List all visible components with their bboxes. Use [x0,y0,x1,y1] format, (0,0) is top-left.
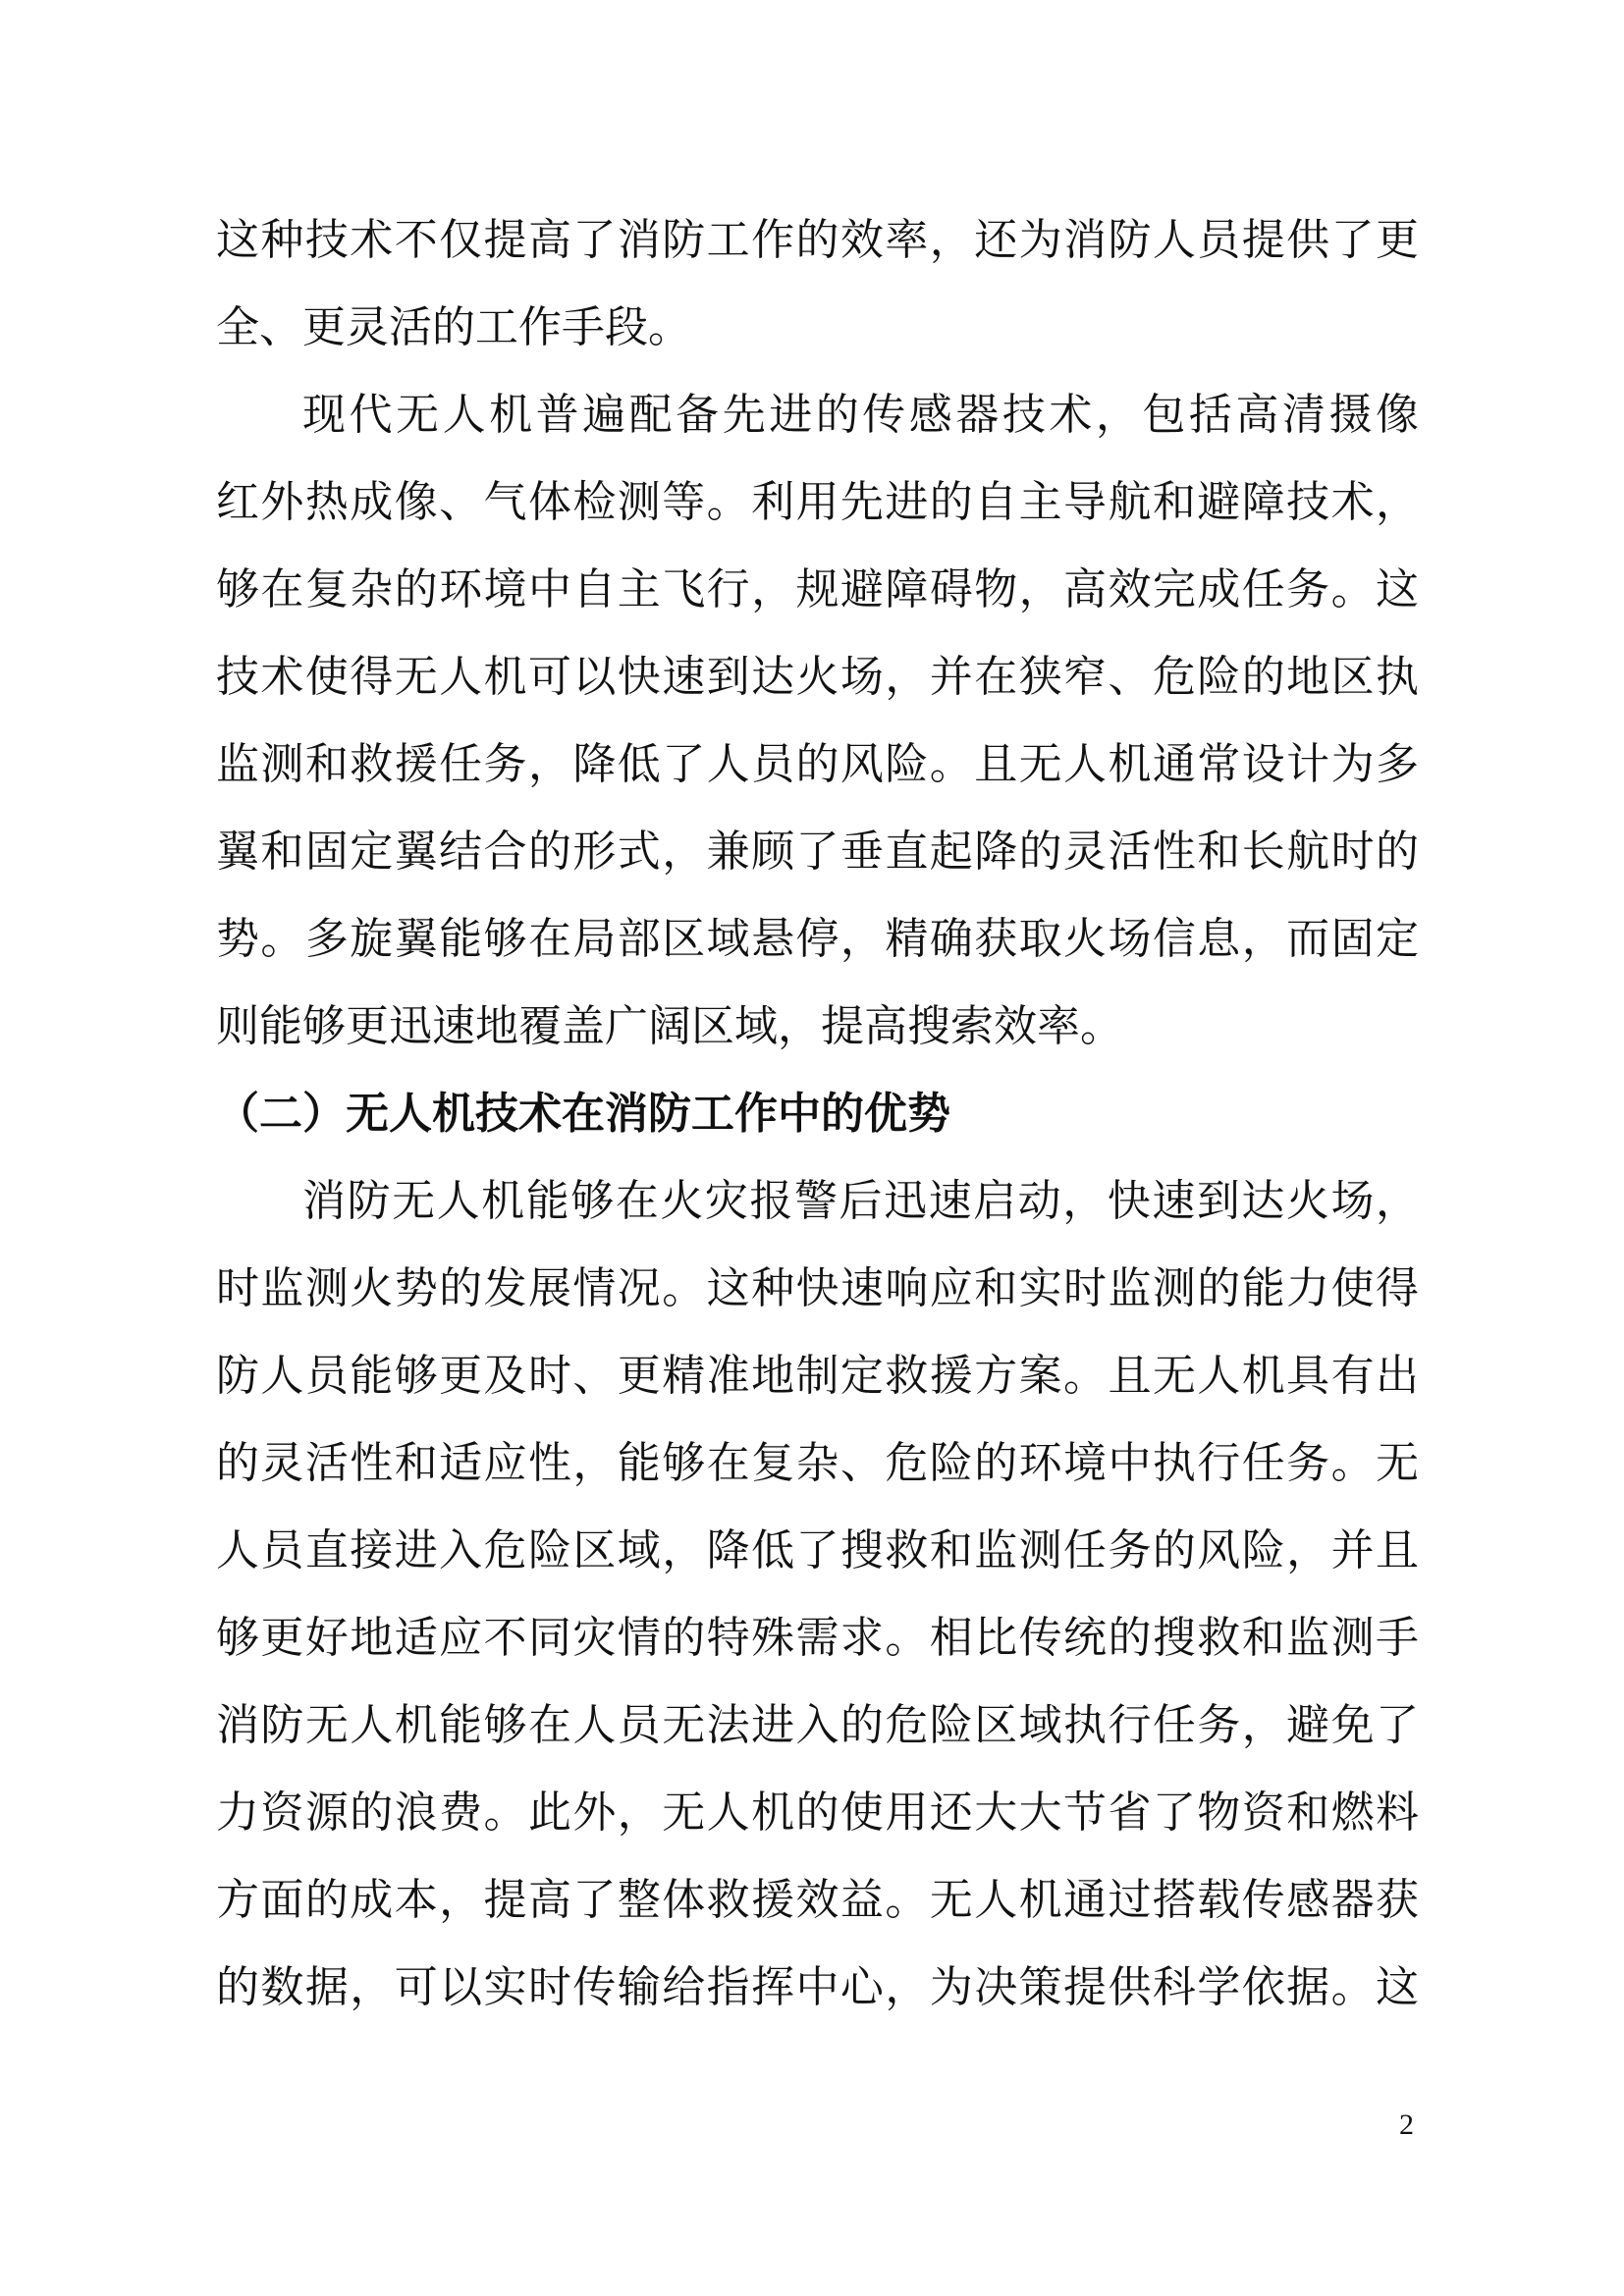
paragraph-3-line-1: 消防无人机能够在火灾报警后迅速启动，快速到达火场， [302,1176,1419,1226]
paragraph-1-line-2: 全、更灵活的工作手段。 [216,302,691,352]
page-number: 2 [1399,2109,1414,2141]
paragraph-3-line-3: 防人员能够更及时、更精准地制定救援方案。且无人机具有出 [216,1351,1419,1401]
paragraph-3-line-6: 够更好地适应不同灾情的特殊需求。相比传统的搜救和监测手 [216,1613,1419,1663]
section-heading: （二）无人机技术在消防工作中的优势 [216,1089,950,1139]
paragraph-2-line-7: 势。多旋翼能够在局部区域悬停，精确获取火场信息，而固定 [216,914,1419,964]
paragraph-2-line-3: 够在复杂的环境中自主飞行，规避障碍物，高效完成任务。这 [216,564,1419,614]
paragraph-2-line-5: 监测和救援任务，降低了人员的风险。且无人机通常设计为多 [216,739,1419,789]
paragraph-2-line-4: 技术使得无人机可以快速到达火场，并在狭窄、危险的地区执 [216,652,1419,702]
paragraph-2-line-2: 红外热成像、气体检测等。利用先进的自主导航和避障技术， [216,477,1419,527]
paragraph-3-line-10: 的数据，可以实时传输给指挥中心，为决策提供科学依据。这 [216,1962,1419,2012]
paragraph-3-line-7: 消防无人机能够在人员无法进入的危险区域执行任务，避免了 [216,1700,1419,1750]
paragraph-2-line-1: 现代无人机普遍配备先进的传感器技术，包括高清摄像 [302,390,1419,440]
paragraph-3-line-9: 方面的成本，提高了整体救援效益。无人机通过搭载传感器获 [216,1875,1419,1925]
paragraph-1-line-1: 这种技术不仅提高了消防工作的效率，还为消防人员提供了更 [216,215,1419,265]
paragraph-3-line-4: 的灵活性和适应性，能够在复杂、危险的环境中执行任务。无 [216,1438,1419,1488]
paragraph-3-line-2: 时监测火势的发展情况。这种快速响应和实时监测的能力使得 [216,1263,1419,1313]
paragraph-2-line-6: 翼和固定翼结合的形式，兼顾了垂直起降的灵活性和长航时的 [216,827,1419,877]
paragraph-3-line-5: 人员直接进入危险区域，降低了搜救和监测任务的风险，并且 [216,1525,1419,1575]
paragraph-3-line-8: 力资源的浪费。此外，无人机的使用还大大节省了物资和燃料 [216,1788,1419,1838]
paragraph-2-line-8: 则能够更迅速地覆盖广阔区域，提高搜索效率。 [216,1001,1123,1051]
